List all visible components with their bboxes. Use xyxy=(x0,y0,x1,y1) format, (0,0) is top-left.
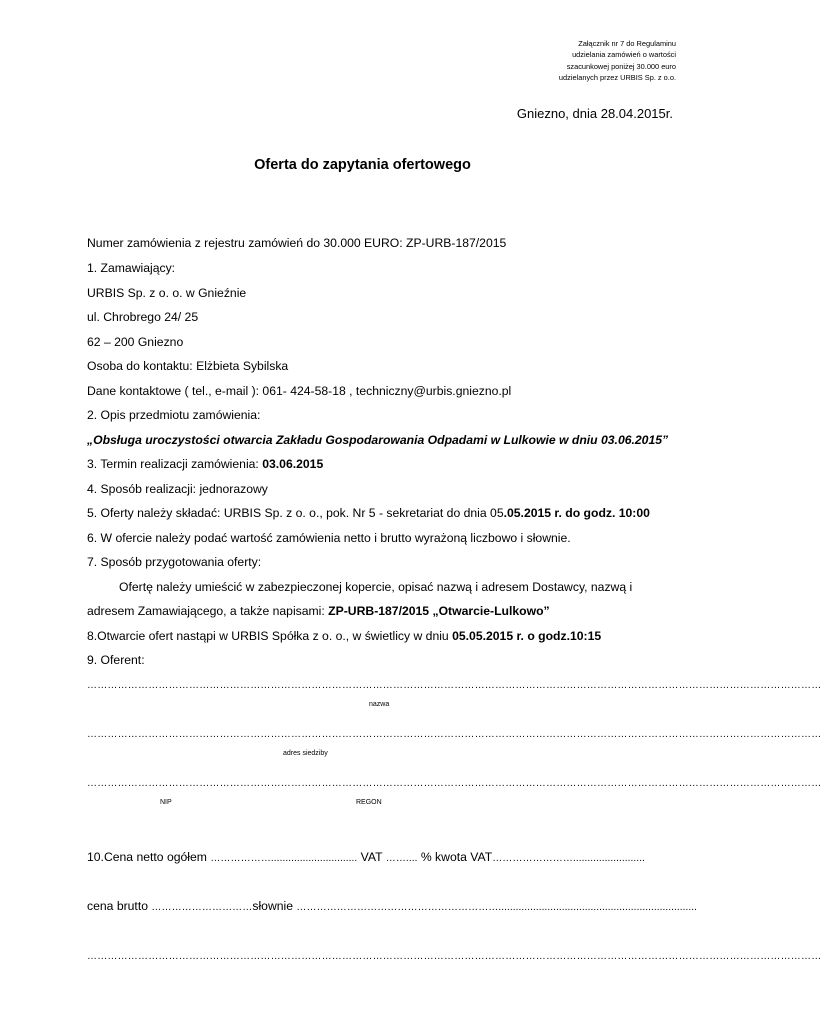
order-number: Numer zamówienia z rejestru zamówień do 30.000 EURO: ZP-URB-187/2015 xyxy=(87,236,507,250)
nip-regon-field[interactable]: ……………………………………………………………………………………………………………………………………………………………………………………………… xyxy=(87,778,821,789)
section4-line: 4. Sposób realizacji: jednorazowy xyxy=(87,482,268,496)
section9-heading: 9. Oferent: xyxy=(87,653,145,667)
document-title: Oferta do zapytania ofertowego xyxy=(254,157,471,173)
orderer-city: 62 – 200 Gniezno xyxy=(87,335,184,349)
contact-person: Osoba do kontaktu: Elżbieta Sybilska xyxy=(87,359,289,373)
section3-line xyxy=(87,457,323,471)
contact-data: Dane kontaktowe ( tel., e-mail ): 061- 424-58-18 , techniczny@urbis.gniezno.pl xyxy=(87,384,512,398)
section7-line2 xyxy=(87,604,550,618)
order-description: „Obsługa uroczystości otwarcia Zakładu Gospodarowania Odpadami w Lulkowie w dniu 03.06.2015” xyxy=(87,433,669,447)
gross-price-label: cena brutto xyxy=(87,899,152,913)
place-date: Gniezno, dnia 28.04.2015r. xyxy=(516,106,673,121)
term-value: 03.06.2015 xyxy=(262,457,324,471)
section7-line1: Ofertę należy umieścić w zabezpieczonej kopercie, opisać nazwą i adresem Dostawcy, nazwą i xyxy=(119,580,633,594)
net-price-field[interactable]: ……………….............................. xyxy=(210,853,358,864)
attachment-note-line: udzielanych przez URBIS Sp. z o.o. xyxy=(558,72,676,82)
vat-label: VAT xyxy=(357,850,386,864)
orderer-company: URBIS Sp. z o. o. w Gnieźnie xyxy=(87,286,247,300)
deadline-bold: .05.2015 r. do godz. 10:00 xyxy=(503,506,650,520)
envelope-text: adresem Zamawiającego, a także napisami: xyxy=(87,604,329,618)
section7-heading: 7. Sposób przygotowania oferty: xyxy=(87,555,262,569)
opening-date: 05.05.2015 r. o godz.10:15 xyxy=(452,629,602,643)
term-label: 3. Termin realizacji zamówienia: xyxy=(87,457,263,471)
address-field[interactable]: ……………………………………………………………………………………………………………………………………………………………………………………………… xyxy=(87,729,821,740)
deadline-text: 5. Oferty należy składać: URBIS Sp. z o. o., pok. Nr 5 - sekretariat do dnia 05 xyxy=(87,506,504,520)
address-label: adres siedziby xyxy=(283,750,328,757)
vat-amount-label: % kwota VAT xyxy=(417,850,493,864)
envelope-marking: ZP-URB-187/2015 „Otwarcie-Lulkowo” xyxy=(328,604,550,618)
gross-price-line xyxy=(87,899,697,913)
nip-label: NIP xyxy=(160,799,172,806)
vat-amount-field[interactable]: ……………………......................... xyxy=(492,853,645,864)
section1-heading: 1. Zamawiający: xyxy=(87,261,176,275)
section5-line xyxy=(87,506,650,520)
section8-line xyxy=(87,629,601,643)
attachment-note-line: szacunkowej poniżej 30.000 euro xyxy=(566,61,676,71)
name-label: nazwa xyxy=(369,701,390,708)
attachment-note-line: udzielania zamówień o wartości xyxy=(572,50,676,60)
regon-label: REGON xyxy=(356,799,382,806)
attachment-note-line: Załącznik nr 7 do Regulaminu xyxy=(578,39,676,48)
gross-price-field[interactable]: ………………………… xyxy=(151,902,253,913)
orderer-street: ul. Chrobrego 24/ 25 xyxy=(87,310,199,324)
opening-text: 8.Otwarcie ofert nastąpi w URBIS Spółka z o. o., w świetlicy w dniu xyxy=(87,629,453,643)
attachment-note xyxy=(436,38,676,83)
section6-line: 6. W ofercie należy podać wartość zamówienia netto i brutto wyrażoną liczbowo i słownie. xyxy=(87,531,571,545)
in-words-label: słownie xyxy=(252,899,297,913)
net-price-label: 10.Cena netto ogółem xyxy=(87,850,211,864)
section2-heading: 2. Opis przedmiotu zamówienia: xyxy=(87,408,261,422)
vat-rate-field[interactable]: …….... xyxy=(385,853,418,864)
name-field[interactable]: ……………………………………………………………………………………………………………………………………………………………………………………………… xyxy=(87,680,821,691)
in-words-field[interactable]: ……………………………………………………..................................................................... xyxy=(296,902,698,913)
in-words-continuation-field[interactable]: ……………………………………………………………………………………………………………………………………………………………………………………………… xyxy=(87,951,821,962)
net-price-line xyxy=(87,850,645,864)
